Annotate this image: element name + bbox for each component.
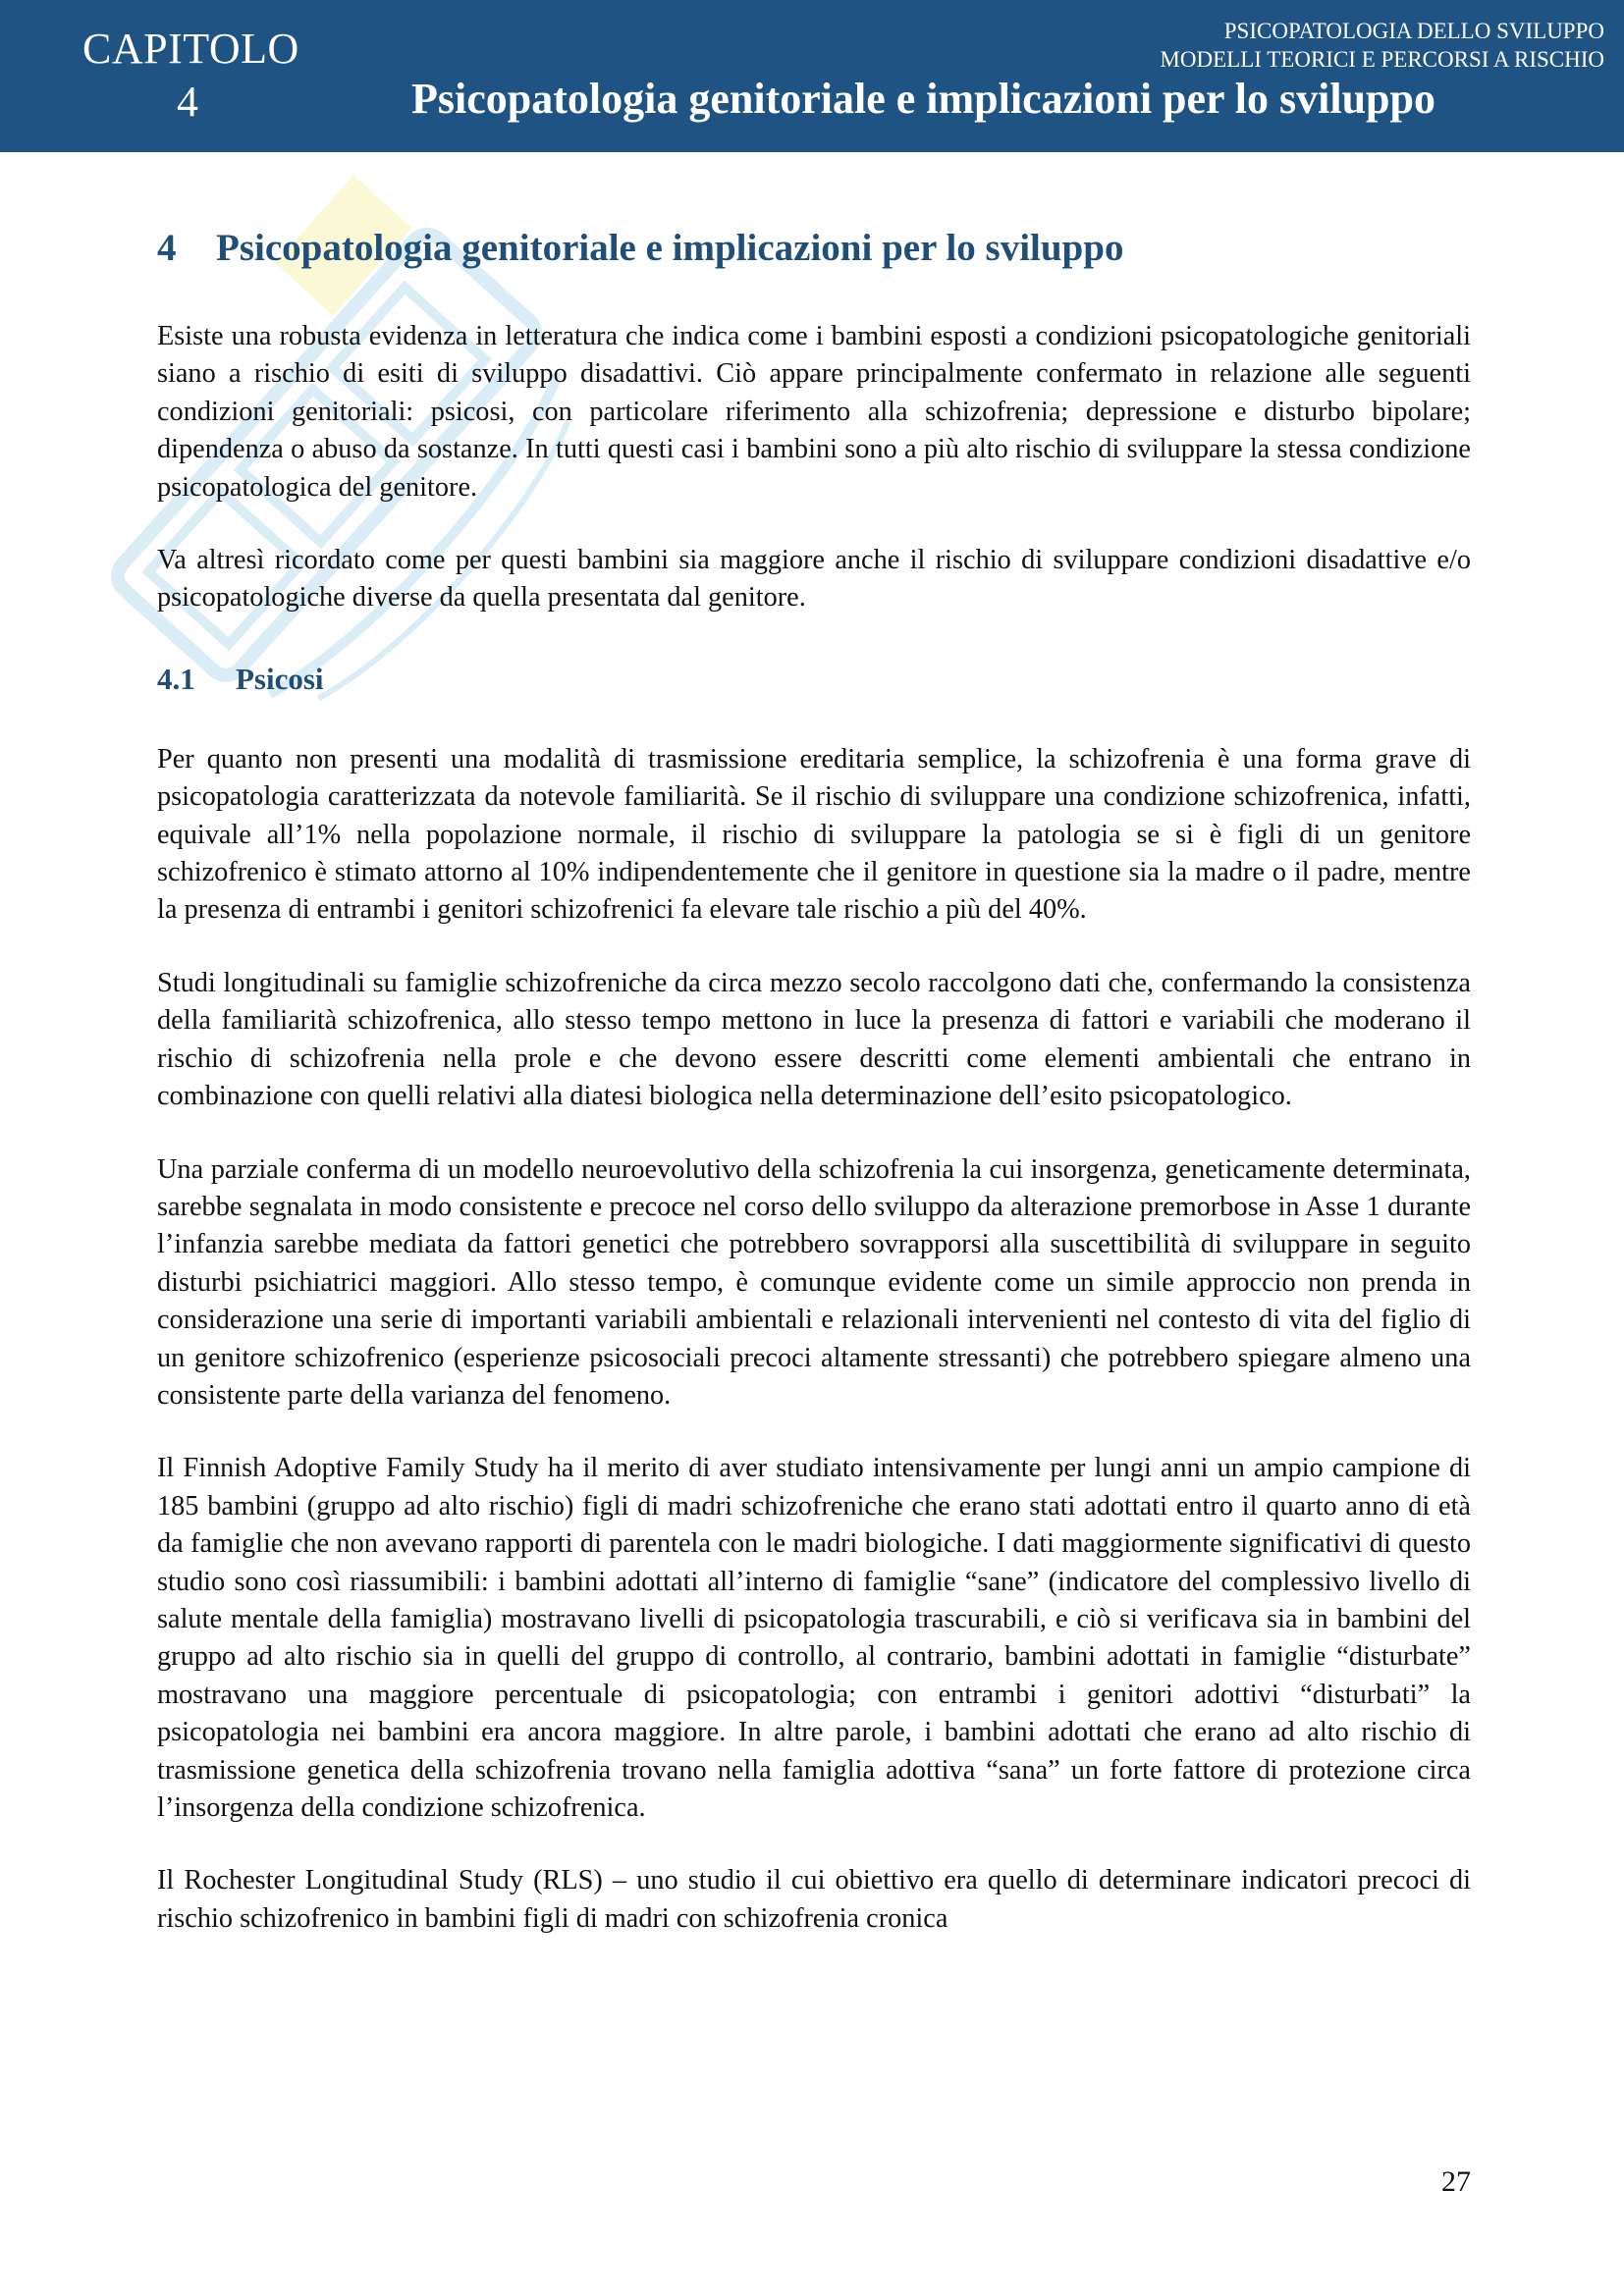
page-number: 27: [1441, 2165, 1471, 2198]
paragraph: Esiste una robusta evidenza in letteratura che indica come i bambini esposti a condizioni psicopatologiche genitoriali siano a rischio di esiti di sviluppo disadattivi. Ciò appare principalmente confermato in relazione alle seguenti condizioni genitoriali: psicosi, con particolare riferimento alla schizofrenia; depressione e disturbo bipolare; dipendenza o abuso da sostanze. In tutti questi casi i bambini sono a più alto rischio di sviluppare la stessa condizione psicopatologica del genitore.: [157, 321, 1471, 503]
subsection-heading: [157, 661, 1471, 698]
paragraph: Il Finnish Adoptive Family Study ha il merito di aver studiato intensivamente per lungi anni un ampio campione di 185 bambini (gruppo ad alto rischio) figli di madri schizofreniche che erano stati adottati entro il quarto anno di età da famiglie che non avevano rapporti di parentela con le madri biologiche. I dati maggiormente significativi di questo studio sono così riassumibili: i bambini adottati all’interno di famiglie “sane” (indicatore del complessivo livello di salute mentale della famiglia) mostravano livelli di psicopatologia trascurabili, e ciò si verificava sia in bambini del gruppo ad alto rischio sia in quelli del gruppo di controllo, al contrario, bambini adottati in famiglie “disturbate” mostravano una maggiore percentuale di psicopatologia; con entrambi i genitori adottivi “disturbati” la psicopatologia nei bambini era ancora maggiore. In altre parole, i bambini adottati che erano ad alto rischio di trasmissione genetica della schizofrenia trovano nella famiglia adottiva “sana” un forte fattore di protezione circa l’insorgenza della condizione schizofrenica.: [157, 1453, 1471, 1823]
paragraph: Una parziale conferma di un modello neuroevolutivo della schizofrenia la cui insorgenza, geneticamente determinata, sarebbe segnalata in modo consistente e precoce nel corso dello sviluppo da alterazione premorbose in Asse 1 durante l’infanzia sarebbe mediata da fattori genetici che potrebbero sovrapporsi alla suscettibilità di sviluppare in seguito disturbi psichiatrici maggiori. Allo stesso tempo, è comunque evidente come un simile approccio non prenda in considerazione una serie di importanti variabili ambientali e relazionali intervenienti nel contesto di vita del figlio di un genitore schizofrenico (esperienze psicosociali precoci altamente stressanti) che potrebbero spiegare almeno una consistente parte della varianza del fenomeno.: [157, 1153, 1471, 1411]
paragraph: Va altresì ricordato come per questi bambini sia maggiore anche il rischio di sviluppare condizioni disadattive e/o psicopatologiche diverse da quella presentata dal genitore.: [157, 545, 1471, 614]
section-heading: [157, 226, 1471, 271]
page-content: [157, 226, 1471, 1973]
section-title: Psicopatologia genitoriale e implicazioni per lo sviluppo: [216, 227, 1124, 269]
paragraph: Il Rochester Longitudinal Study (RLS) – uno studio il cui obiettivo era quello di determinare indicatori precoci di rischio schizofrenico in bambini figli di madri con schizofrenia cronica: [157, 1865, 1471, 1934]
page-header: [0, 0, 1624, 152]
header-chapter-title: Psicopatologia genitoriale e implicazioni per lo sviluppo: [411, 75, 1435, 123]
subsection-number: 4.1: [157, 661, 195, 696]
subsection-title: Psicosi: [236, 661, 324, 696]
section-number: 4: [157, 227, 177, 269]
paragraph: Per quanto non presenti una modalità di trasmissione ereditaria semplice, la schizofrenia è una forma grave di psicopatologia caratterizzata da notevole familiarità. Se il rischio di sviluppare una condizione schizofrenica, infatti, equivale all’1% nella popolazione normale, il rischio di sviluppare la patologia se si è figli di un genitore schizofrenico è stimato attorno al 10% indipendentemente che il genitore in questione sia la madre o il padre, mentre la presenza di entrambi i genitori schizofrenici fa elevare tale rischio a più del 40%.: [157, 743, 1471, 926]
chapter-label: CAPITOLO: [82, 25, 299, 73]
paragraph: Studi longitudinali su famiglie schizofreniche da circa mezzo secolo raccolgono dati che, confermando la consistenza della familiarità schizofrenica, allo stesso tempo mettono in luce la presenza di fattori e variabili che moderano il rischio di schizofrenia nella prole e che devono essere descritti come elementi ambientali che entrano in combinazione con quelli relativi alla diatesi biologica nella determinazione dell’esito psicopatologico.: [157, 967, 1471, 1112]
series-title-line1: PSICOPATOLOGIA DELLO SVILUPPO: [1223, 19, 1604, 43]
series-title-line2: MODELLI TEORICI E PERCORSI A RISCHIO: [1160, 47, 1604, 72]
chapter-number: 4: [177, 78, 198, 126]
